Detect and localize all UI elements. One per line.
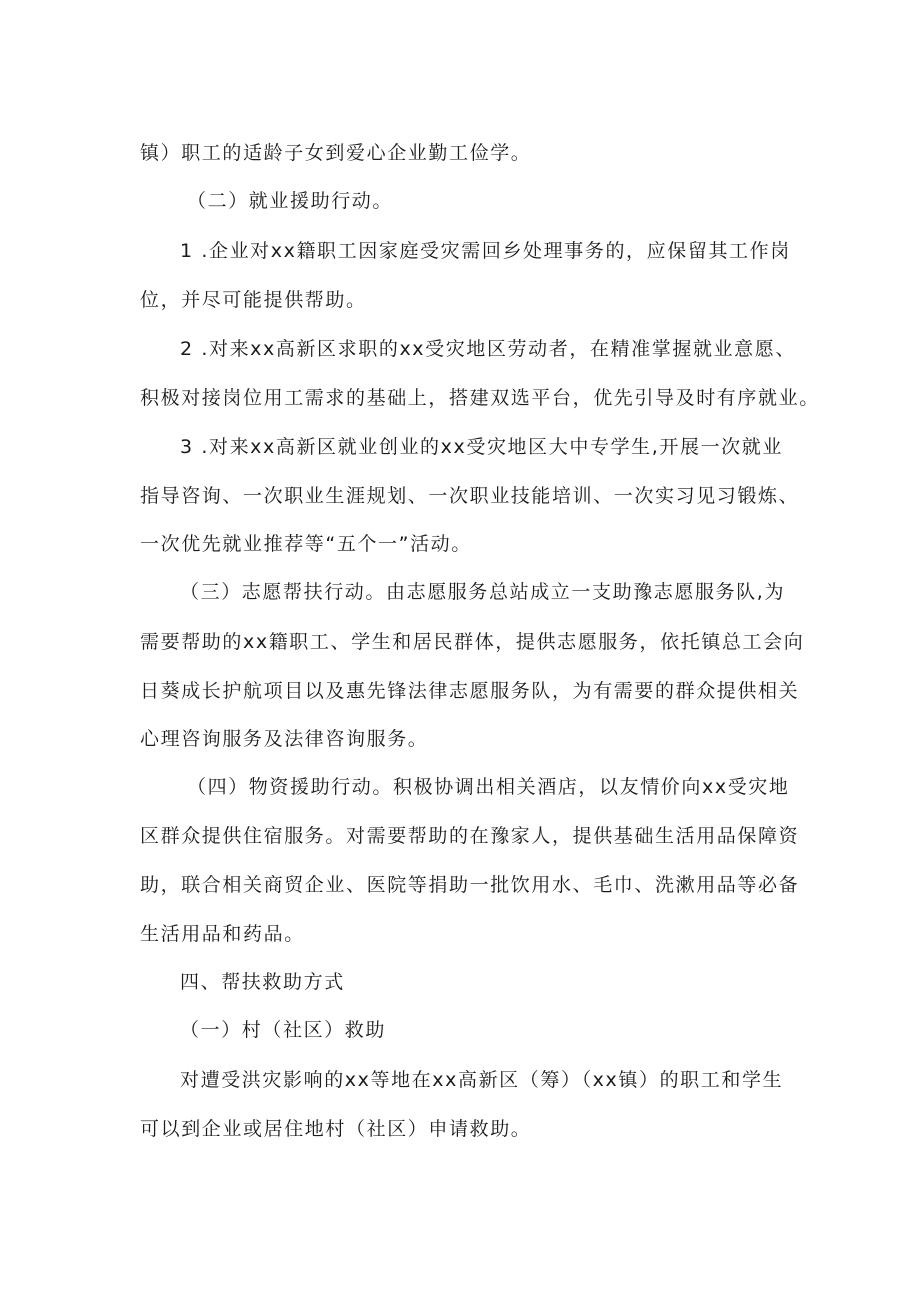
section-heading: 四、帮扶救助方式 xyxy=(180,971,345,993)
section-heading: （二）就业援助行动。 xyxy=(187,190,394,212)
paragraph-line: 助，联合相关商贸企业、医院等捐助一批饮用水、毛巾、洗漱用品等必备 xyxy=(140,874,800,896)
subsection-heading: （一）村（社区）救助 xyxy=(180,1019,387,1041)
paragraph-line: 指导咨询、一次职业生涯规划、一次职业技能培训、一次实习见习锻炼、 xyxy=(140,485,800,507)
paragraph-line: 镇）职工的适龄子女到爱心企业勤工俭学。 xyxy=(140,142,532,164)
paragraph-line: 位，并尽可能提供帮助。 xyxy=(140,289,367,311)
paragraph-line: 积极对接岗位用工需求的基础上，搭建双选平台，优先引导及时有序就业。 xyxy=(140,387,820,409)
paragraph-line: 2 .对来xx高新区求职的xx受灾地区劳动者，在精准掌握就业意愿、 xyxy=(180,338,796,360)
paragraph-line: 3 .对来xx高新区就业创业的xx受灾地区大中专学生,开展一次就业 xyxy=(180,436,783,458)
paragraph-line: 区群众提供住宿服务。对需要帮助的在豫家人，提供基础生活用品保障资 xyxy=(140,825,800,847)
paragraph-line: （三）志愿帮扶行动。由志愿服务总站成立一支助豫志愿服务队,为 xyxy=(180,581,786,603)
paragraph-line: 日葵成长护航项目以及惠先锋法律志愿服务队，为有需要的群众提供相关 xyxy=(140,680,800,702)
paragraph-line: 生活用品和药品。 xyxy=(140,923,305,945)
paragraph-line: 可以到企业或居住地村（社区）申请救助。 xyxy=(140,1118,532,1140)
paragraph-line: （四）物资援助行动。积极协调出相关酒店，以友情价向xx受灾地 xyxy=(187,776,790,798)
paragraph-line: 心理咨询服务及法律咨询服务。 xyxy=(140,728,429,750)
paragraph-line: 一次优先就业推荐等“五个一”活动。 xyxy=(140,533,472,555)
paragraph-line: 需要帮助的xx籍职工、学生和居民群体，提供志愿服务，依托镇总工会向 xyxy=(140,631,805,653)
paragraph-line: 对遭受洪灾影响的xx等地在xx高新区（筹）（xx镇）的职工和学生 xyxy=(180,1069,784,1091)
paragraph-line: 1 .企业对xx籍职工因家庭受灾需回乡处理事务的，应保留其工作岗 xyxy=(180,240,791,262)
